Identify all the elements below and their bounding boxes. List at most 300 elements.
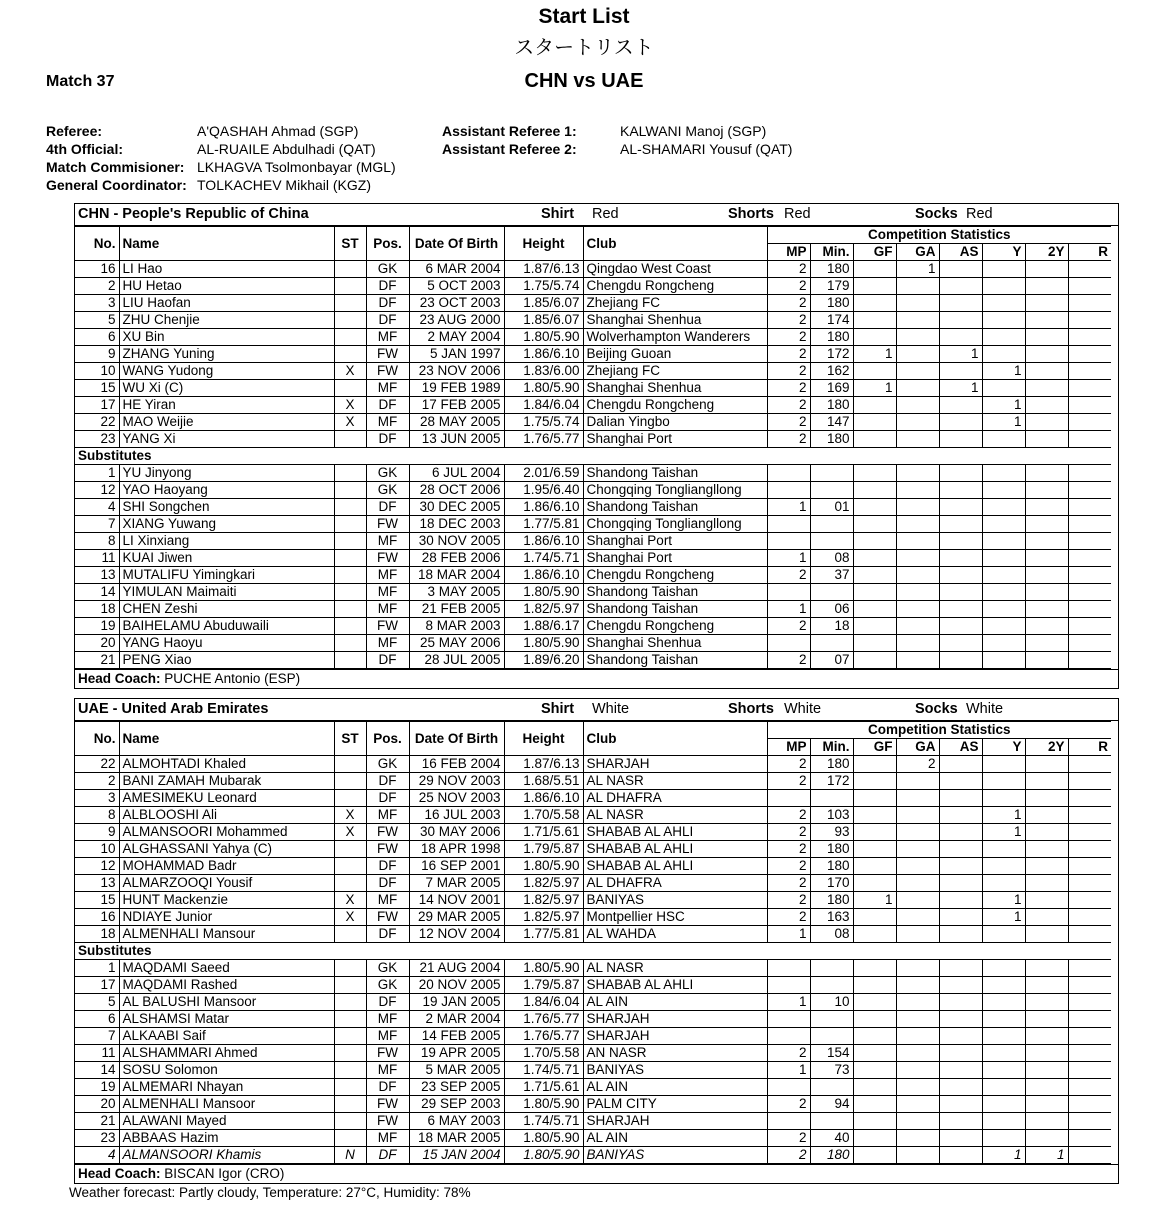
stat-gf: [853, 533, 896, 550]
team-name: CHN - People's Republic of China: [78, 206, 309, 222]
stat-min: [810, 1113, 853, 1130]
stat-y: [982, 380, 1025, 397]
player-dob: 23 NOV 2006: [409, 363, 504, 380]
stat-r: [1068, 414, 1111, 431]
stat-as: [939, 909, 982, 926]
stat-y: [982, 601, 1025, 618]
player-no: 15: [75, 380, 119, 397]
player-name: SOSU Solomon: [119, 1062, 334, 1079]
player-name: MUTALIFU Yimingkari: [119, 567, 334, 584]
stat-y2: [1025, 295, 1068, 312]
stat-mp: [767, 1028, 810, 1045]
player-height: 1.76/5.77: [504, 1011, 583, 1028]
player-st: [334, 1096, 366, 1113]
stat-y: [982, 465, 1025, 482]
stat-y: 1: [982, 892, 1025, 909]
stat-mp: 2: [767, 909, 810, 926]
stat-ga: [896, 295, 939, 312]
player-name: HUNT Mackenzie: [119, 892, 334, 909]
stat-mp: [767, 482, 810, 499]
stat-y2: [1025, 926, 1068, 943]
player-pos: GK: [366, 977, 409, 994]
stat-min: [810, 465, 853, 482]
stat-y2: 1: [1025, 1147, 1068, 1164]
stat-mp: [767, 635, 810, 652]
player-st: [334, 516, 366, 533]
player-pos: DF: [366, 499, 409, 516]
stat-y: [982, 482, 1025, 499]
player-pos: MF: [366, 414, 409, 431]
stat-mp: [767, 516, 810, 533]
stat-min: 180: [810, 858, 853, 875]
player-club: Shandong Taishan: [583, 584, 767, 601]
stat-mp: 2: [767, 329, 810, 346]
player-name: NDIAYE Junior: [119, 909, 334, 926]
stat-y: [982, 618, 1025, 635]
stat-r: [1068, 261, 1111, 278]
player-club: Shanghai Port: [583, 533, 767, 550]
stat-as: [939, 1147, 982, 1164]
stat-mp: [767, 533, 810, 550]
stat-y: [982, 1130, 1025, 1147]
stat-as: [939, 278, 982, 295]
stat-y: 1: [982, 1147, 1025, 1164]
player-pos: MF: [366, 635, 409, 652]
stat-ga: [896, 926, 939, 943]
player-name: ALKAABI Saif: [119, 1028, 334, 1045]
player-pos: MF: [366, 380, 409, 397]
player-no: 19: [75, 1079, 119, 1096]
col-header-as: AS: [939, 244, 982, 261]
commissioner-label: Match Commisioner:: [46, 159, 185, 175]
stat-y2: [1025, 1062, 1068, 1079]
stat-gf: [853, 618, 896, 635]
player-st: [334, 875, 366, 892]
stat-min: 93: [810, 824, 853, 841]
stat-r: [1068, 1113, 1111, 1130]
socks-label: Socks: [915, 206, 958, 222]
player-name: LI Xinxiang: [119, 533, 334, 550]
player-row: [75, 875, 1154, 892]
stat-ga: [896, 380, 939, 397]
column-header-row: [75, 227, 1154, 244]
stat-ga: [896, 499, 939, 516]
team-name: UAE - United Arab Emirates: [78, 701, 269, 717]
stat-ga: [896, 533, 939, 550]
stat-gf: [853, 261, 896, 278]
page-title-japanese: スタートリスト: [514, 35, 654, 59]
player-height: 1.76/5.77: [504, 431, 583, 448]
stat-r: [1068, 550, 1111, 567]
fourth-official-name: AL-RUAILE Abdulhadi (QAT): [197, 141, 376, 157]
stat-min: 172: [810, 346, 853, 363]
stat-gf: [853, 790, 896, 807]
stat-gf: [853, 1079, 896, 1096]
stat-mp: 2: [767, 397, 810, 414]
stat-min: 40: [810, 1130, 853, 1147]
head-coach-name: BISCAN Igor (CRO): [164, 1166, 285, 1181]
player-row: [75, 329, 1154, 346]
col-header-no: No.: [75, 722, 119, 756]
stat-y2: [1025, 875, 1068, 892]
player-no: 22: [75, 414, 119, 431]
player-no: 4: [75, 1147, 119, 1164]
player-height: 1.71/5.61: [504, 824, 583, 841]
stat-r: [1068, 329, 1111, 346]
player-st: [334, 756, 366, 773]
player-name: MAQDAMI Saeed: [119, 960, 334, 977]
stat-ga: [896, 635, 939, 652]
stat-r: [1068, 926, 1111, 943]
player-dob: 8 MAR 2003: [409, 618, 504, 635]
stat-gf: 1: [853, 346, 896, 363]
shirt-color: White: [592, 701, 630, 717]
player-dob: 29 SEP 2003: [409, 1096, 504, 1113]
player-no: 21: [75, 1113, 119, 1130]
player-st: [334, 1011, 366, 1028]
stat-gf: [853, 482, 896, 499]
stat-mp: 1: [767, 601, 810, 618]
player-dob: 30 NOV 2005: [409, 533, 504, 550]
stat-r: [1068, 960, 1111, 977]
stat-gf: [853, 1011, 896, 1028]
player-club: BANIYAS: [583, 892, 767, 909]
stat-y2: [1025, 397, 1068, 414]
player-no: 19: [75, 618, 119, 635]
player-height: 1.79/5.87: [504, 977, 583, 994]
player-st: [334, 790, 366, 807]
stat-as: [939, 431, 982, 448]
player-club: Chengdu Rongcheng: [583, 618, 767, 635]
player-pos: DF: [366, 790, 409, 807]
player-st: [334, 858, 366, 875]
player-club: Chengdu Rongcheng: [583, 397, 767, 414]
player-name: PENG Xiao: [119, 652, 334, 669]
player-pos: GK: [366, 261, 409, 278]
player-pos: FW: [366, 1113, 409, 1130]
stat-r: [1068, 773, 1111, 790]
stat-y: 1: [982, 807, 1025, 824]
stat-as: [939, 960, 982, 977]
player-no: 22: [75, 756, 119, 773]
stat-min: 73: [810, 1062, 853, 1079]
player-row: [75, 601, 1154, 618]
player-no: 21: [75, 652, 119, 669]
stat-gf: [853, 601, 896, 618]
stat-as: [939, 312, 982, 329]
col-header-mp: MP: [767, 244, 810, 261]
col-header-mp: MP: [767, 739, 810, 756]
player-pos: DF: [366, 1147, 409, 1164]
socks-color: White: [966, 701, 1004, 717]
player-height: 1.82/5.97: [504, 875, 583, 892]
stat-ga: [896, 652, 939, 669]
player-no: 3: [75, 295, 119, 312]
player-pos: DF: [366, 431, 409, 448]
player-row: [75, 584, 1154, 601]
stat-y2: [1025, 1096, 1068, 1113]
stat-mp: 2: [767, 278, 810, 295]
player-name: YAO Haoyang: [119, 482, 334, 499]
stat-y2: [1025, 892, 1068, 909]
player-club: Shanghai Port: [583, 550, 767, 567]
player-row: [75, 858, 1154, 875]
player-no: 7: [75, 516, 119, 533]
stat-y: [982, 516, 1025, 533]
player-no: 20: [75, 1096, 119, 1113]
stat-y: [982, 533, 1025, 550]
stat-r: [1068, 482, 1111, 499]
player-club: Chongqing Tongliangllong: [583, 482, 767, 499]
stat-gf: [853, 960, 896, 977]
stat-min: 162: [810, 363, 853, 380]
stat-r: [1068, 618, 1111, 635]
player-row: [75, 790, 1154, 807]
player-dob: 16 SEP 2001: [409, 858, 504, 875]
player-club: AL AIN: [583, 1079, 767, 1096]
stat-as: 1: [939, 380, 982, 397]
player-pos: MF: [366, 807, 409, 824]
player-height: 1.86/6.10: [504, 533, 583, 550]
player-club: SHABAB AL AHLI: [583, 858, 767, 875]
stat-min: 147: [810, 414, 853, 431]
stat-min: 94: [810, 1096, 853, 1113]
stat-gf: [853, 756, 896, 773]
stat-y: 1: [982, 363, 1025, 380]
player-club: SHABAB AL AHLI: [583, 824, 767, 841]
stat-mp: 2: [767, 841, 810, 858]
player-dob: 23 SEP 2005: [409, 1079, 504, 1096]
stat-gf: [853, 431, 896, 448]
page-title: Start List: [538, 5, 630, 28]
fixture-title: CHN vs UAE: [524, 70, 644, 92]
player-club: SHARJAH: [583, 1028, 767, 1045]
stat-as: [939, 465, 982, 482]
player-no: 14: [75, 584, 119, 601]
player-club: Shanghai Shenhua: [583, 635, 767, 652]
stat-y2: [1025, 499, 1068, 516]
stat-ga: [896, 1130, 939, 1147]
player-pos: FW: [366, 1096, 409, 1113]
player-name: BANI ZAMAH Mubarak: [119, 773, 334, 790]
col-header-y2: 2Y: [1025, 739, 1068, 756]
player-club: AL NASR: [583, 807, 767, 824]
player-dob: 14 FEB 2005: [409, 1028, 504, 1045]
player-pos: FW: [366, 550, 409, 567]
stat-y: [982, 312, 1025, 329]
col-header-st: ST: [334, 722, 366, 756]
stat-min: 163: [810, 909, 853, 926]
stat-mp: 1: [767, 499, 810, 516]
stat-mp: 2: [767, 312, 810, 329]
player-name: ALSHAMSI Matar: [119, 1011, 334, 1028]
player-dob: 28 OCT 2006: [409, 482, 504, 499]
stat-mp: 2: [767, 295, 810, 312]
player-row: [75, 278, 1154, 295]
player-height: 2.01/6.59: [504, 465, 583, 482]
player-height: 1.86/6.10: [504, 567, 583, 584]
player-st: X: [334, 414, 366, 431]
player-pos: GK: [366, 482, 409, 499]
player-name: SHI Songchen: [119, 499, 334, 516]
stat-y2: [1025, 1130, 1068, 1147]
stat-mp: 2: [767, 652, 810, 669]
player-club: AL AIN: [583, 994, 767, 1011]
stat-as: [939, 550, 982, 567]
player-height: 1.68/5.51: [504, 773, 583, 790]
stat-mp: 2: [767, 261, 810, 278]
stat-ga: 1: [896, 261, 939, 278]
player-st: [334, 926, 366, 943]
player-pos: MF: [366, 601, 409, 618]
player-no: 13: [75, 875, 119, 892]
stat-ga: [896, 465, 939, 482]
player-height: 1.70/5.58: [504, 807, 583, 824]
stat-ga: [896, 909, 939, 926]
player-name: WU Xi (C): [119, 380, 334, 397]
col-header-pos: Pos.: [366, 227, 409, 261]
stat-r: [1068, 892, 1111, 909]
player-dob: 30 DEC 2005: [409, 499, 504, 516]
stat-y: [982, 841, 1025, 858]
stat-as: [939, 618, 982, 635]
stat-as: [939, 841, 982, 858]
player-name: ALBLOOSHI Ali: [119, 807, 334, 824]
stat-min: 10: [810, 994, 853, 1011]
stat-y: [982, 1028, 1025, 1045]
player-st: [334, 960, 366, 977]
player-pos: FW: [366, 618, 409, 635]
player-pos: MF: [366, 533, 409, 550]
player-no: 1: [75, 960, 119, 977]
shorts-label: Shorts: [728, 206, 774, 222]
stat-r: [1068, 499, 1111, 516]
player-pos: DF: [366, 278, 409, 295]
col-header-r: R: [1068, 739, 1111, 756]
player-height: 1.74/5.71: [504, 1062, 583, 1079]
stat-mp: [767, 1079, 810, 1096]
player-name: HU Hetao: [119, 278, 334, 295]
player-no: 16: [75, 261, 119, 278]
player-dob: 28 MAY 2005: [409, 414, 504, 431]
player-height: 1.74/5.71: [504, 1113, 583, 1130]
stat-gf: 1: [853, 380, 896, 397]
player-no: 7: [75, 1028, 119, 1045]
stat-gf: [853, 824, 896, 841]
stat-as: [939, 397, 982, 414]
player-row: [75, 807, 1154, 824]
stat-ga: [896, 363, 939, 380]
stat-y: 1: [982, 824, 1025, 841]
player-row: [75, 1147, 1154, 1164]
stat-y: [982, 1062, 1025, 1079]
stat-mp: 2: [767, 858, 810, 875]
stat-min: 170: [810, 875, 853, 892]
stat-gf: [853, 329, 896, 346]
player-height: 1.71/5.61: [504, 1079, 583, 1096]
col-header-y: Y: [982, 739, 1025, 756]
player-st: [334, 618, 366, 635]
stat-ga: [896, 875, 939, 892]
player-no: 13: [75, 567, 119, 584]
stat-ga: [896, 482, 939, 499]
player-no: 6: [75, 1011, 119, 1028]
col-header-name: Name: [119, 227, 334, 261]
player-row: [75, 482, 1154, 499]
stat-ga: 2: [896, 756, 939, 773]
stat-as: [939, 499, 982, 516]
stat-min: 08: [810, 550, 853, 567]
player-dob: 3 MAY 2005: [409, 584, 504, 601]
player-no: 10: [75, 363, 119, 380]
stat-mp: [767, 465, 810, 482]
stat-as: [939, 584, 982, 601]
player-club: AL NASR: [583, 960, 767, 977]
player-club: AL DHAFRA: [583, 790, 767, 807]
stat-y2: [1025, 584, 1068, 601]
player-name: MAQDAMI Rashed: [119, 977, 334, 994]
stat-as: [939, 790, 982, 807]
stat-gf: [853, 567, 896, 584]
shorts-color: White: [784, 701, 822, 717]
stat-gf: [853, 909, 896, 926]
player-dob: 19 JAN 2005: [409, 994, 504, 1011]
stat-ga: [896, 824, 939, 841]
stat-mp: 2: [767, 875, 810, 892]
player-no: 15: [75, 892, 119, 909]
stat-mp: [767, 790, 810, 807]
player-height: 1.80/5.90: [504, 1147, 583, 1164]
player-row: [75, 977, 1154, 994]
stat-gf: [853, 1096, 896, 1113]
stat-ga: [896, 584, 939, 601]
stat-y2: [1025, 380, 1068, 397]
stat-gf: [853, 1113, 896, 1130]
player-name: HE Yiran: [119, 397, 334, 414]
stat-ga: [896, 1096, 939, 1113]
stat-min: 180: [810, 892, 853, 909]
player-st: X: [334, 807, 366, 824]
stat-min: [810, 790, 853, 807]
stat-mp: [767, 584, 810, 601]
stat-y2: [1025, 1113, 1068, 1130]
stat-gf: [853, 499, 896, 516]
player-row: [75, 1096, 1154, 1113]
player-no: 9: [75, 824, 119, 841]
stat-y2: [1025, 1045, 1068, 1062]
player-no: 12: [75, 858, 119, 875]
player-st: X: [334, 363, 366, 380]
player-row: [75, 892, 1154, 909]
player-dob: 5 JAN 1997: [409, 346, 504, 363]
stat-gf: [853, 414, 896, 431]
player-st: [334, 499, 366, 516]
player-st: [334, 841, 366, 858]
player-dob: 25 MAY 2006: [409, 635, 504, 652]
player-club: SHABAB AL AHLI: [583, 977, 767, 994]
player-name: ALMANSOORI Khamis: [119, 1147, 334, 1164]
player-row: [75, 380, 1154, 397]
player-row: [75, 618, 1154, 635]
player-dob: 21 AUG 2004: [409, 960, 504, 977]
stat-ga: [896, 414, 939, 431]
stat-gf: [853, 1147, 896, 1164]
stat-y: [982, 346, 1025, 363]
player-row: [75, 295, 1154, 312]
player-club: Shandong Taishan: [583, 465, 767, 482]
stat-r: [1068, 278, 1111, 295]
stat-r: [1068, 380, 1111, 397]
